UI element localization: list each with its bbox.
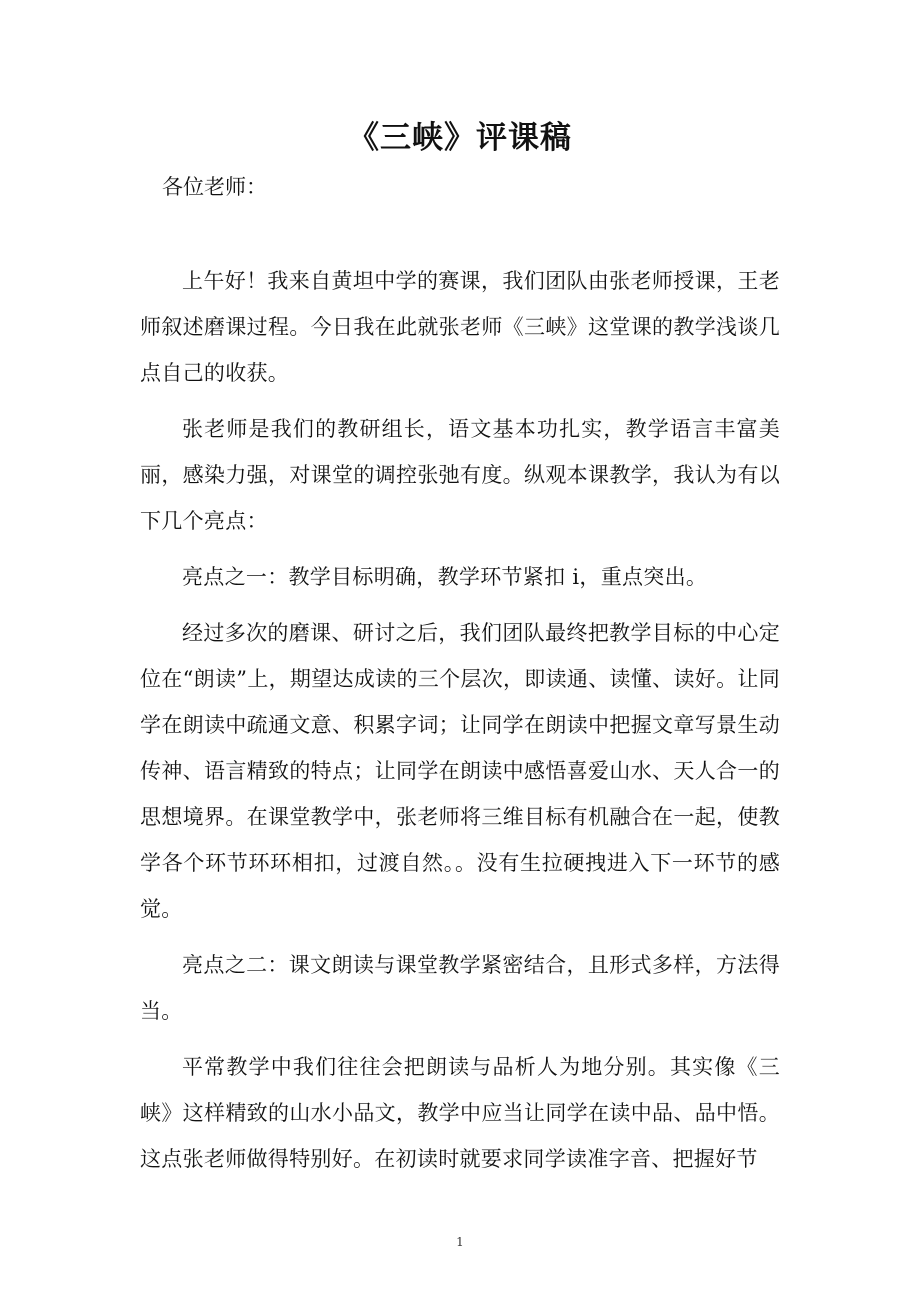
paragraph-highlight-one-heading: 亮点之一：教学目标明确，教学环节紧扣 i，重点突出。	[182, 565, 708, 589]
document-title: 《三峡》评课稿	[348, 120, 572, 156]
paragraph-highlight-two-body: 平常教学中我们往往会把朗读与品析人为地分别。其实像《三峡》这样精致的山水小品文，教学中应当让同学在读中品、品中悟。这点张老师做得特别好。在初读时就要求同学读准字音、把握好节	[140, 1055, 780, 1171]
salutation: 各位老师：	[162, 175, 267, 199]
paragraph-highlight-two-heading: 亮点之二：课文朗读与课堂教学紧密结合，且形式多样，方法得当。	[140, 953, 780, 1023]
paragraph-teacher-intro: 张老师是我们的教研组长，语文基本功扎实，教学语言丰富美丽，感染力强，对课堂的调控张弛有度。纵观本课教学，我认为有以下几个亮点：	[140, 417, 780, 533]
page-number: 1	[456, 1235, 464, 1249]
document-body	[140, 258, 780, 1192]
paragraph-greeting: 上午好！我来自黄坦中学的赛课，我们团队由张老师授课，王老师叙述磨课过程。今日我在此就张老师《三峡》这堂课的教学浅谈几点自己的收获。	[140, 269, 780, 385]
paragraph-highlight-one-body: 经过多次的磨课、研讨之后，我们团队最终把教学目标的中心定位在“朗读”上，期望达成读的三个层次，即读通、读懂、读好。让同学在朗读中疏通文意、积累字词；让同学在朗读中把握文章写景生动传神、语言精致的特点；让同学在朗读中感悟喜爱山水、天人合一的思想境界。在课堂教学中，张老师将三维目标有机融合在一起，使教学各个环节环环相扣，过渡自然。。没有生拉硬拽进入下一环节的感觉。	[140, 621, 780, 921]
